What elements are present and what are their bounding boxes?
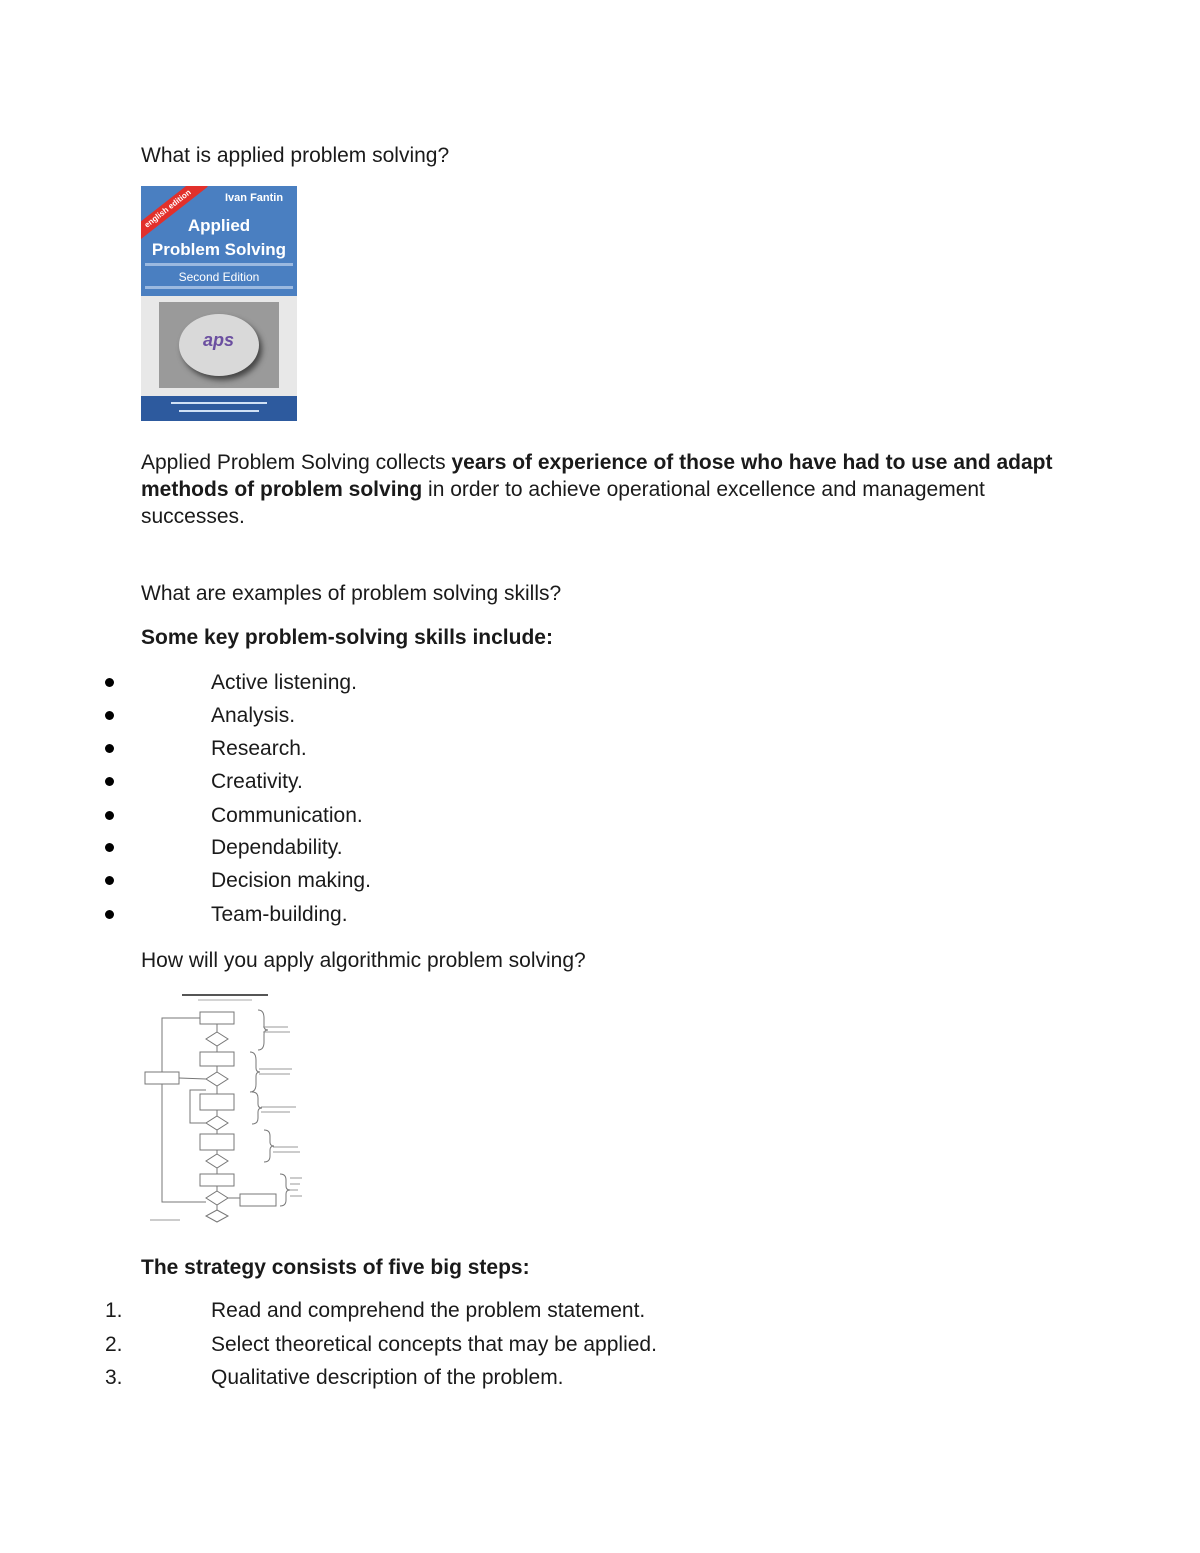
list-bullet xyxy=(105,744,114,753)
stone-icon xyxy=(179,314,259,376)
list-bullet xyxy=(105,843,114,852)
paragraph-suffix: in order to achieve operational excellence and management successes. xyxy=(141,478,985,528)
step-text: Select theoretical concepts that may be applied. xyxy=(211,1333,657,1356)
list-item: Research. xyxy=(211,737,307,760)
heading-skills-examples: What are examples of problem solving skills? xyxy=(141,582,562,605)
cover-edition: Second Edition xyxy=(178,270,260,284)
step-number: 3. xyxy=(105,1366,123,1389)
list-bullet xyxy=(105,711,114,720)
paragraph-applied-problem-solving xyxy=(141,449,1071,530)
cover-author: Ivan Fantin xyxy=(225,192,284,204)
step-text: Read and comprehend the problem statement. xyxy=(211,1299,646,1322)
list-item: Team-building. xyxy=(211,903,348,926)
list-bullet xyxy=(105,910,114,919)
list-bullet xyxy=(105,777,114,786)
list-bullet xyxy=(105,678,114,687)
list-item: Decision making. xyxy=(211,869,371,892)
cover-footer-line xyxy=(171,402,267,404)
cover-title-line2: Problem Solving xyxy=(151,240,287,259)
step-number: 1. xyxy=(105,1299,123,1322)
heading-algorithmic: How will you apply algorithmic problem solving? xyxy=(141,949,586,972)
steps-heading: The strategy consists of five big steps: xyxy=(141,1256,530,1279)
skills-heading: Some key problem-solving skills include: xyxy=(141,626,553,649)
cover-title-line1: Applied xyxy=(187,216,251,235)
list-item: Communication. xyxy=(211,804,363,827)
list-bullet xyxy=(105,876,114,885)
cover-subtitle-line xyxy=(145,263,293,266)
list-item: Active listening. xyxy=(211,671,357,694)
step-number: 2. xyxy=(105,1333,123,1356)
cover-ribbon: english edition xyxy=(141,186,208,242)
list-item: Dependability. xyxy=(211,836,343,859)
cover-photo xyxy=(159,302,279,388)
heading-applied-problem-solving: What is applied problem solving? xyxy=(141,144,450,167)
cover-top-panel xyxy=(141,186,297,296)
cover-bottom-band xyxy=(141,396,297,421)
aps-logo: aps xyxy=(203,330,235,350)
list-bullet xyxy=(105,811,114,820)
list-item: Creativity. xyxy=(211,770,303,793)
algorithm-flowchart-image xyxy=(140,990,310,1225)
cover-tagline-line xyxy=(145,286,293,289)
paragraph-prefix: Applied Problem Solving collects xyxy=(141,451,452,474)
paragraph-bold: years of experience of those who have had to use and adapt methods of problem solving xyxy=(141,451,1053,501)
list-item: Analysis. xyxy=(211,704,296,727)
step-text: Qualitative description of the problem. xyxy=(211,1366,564,1389)
book-cover-image xyxy=(141,186,297,421)
cover-footer-line xyxy=(179,410,259,412)
